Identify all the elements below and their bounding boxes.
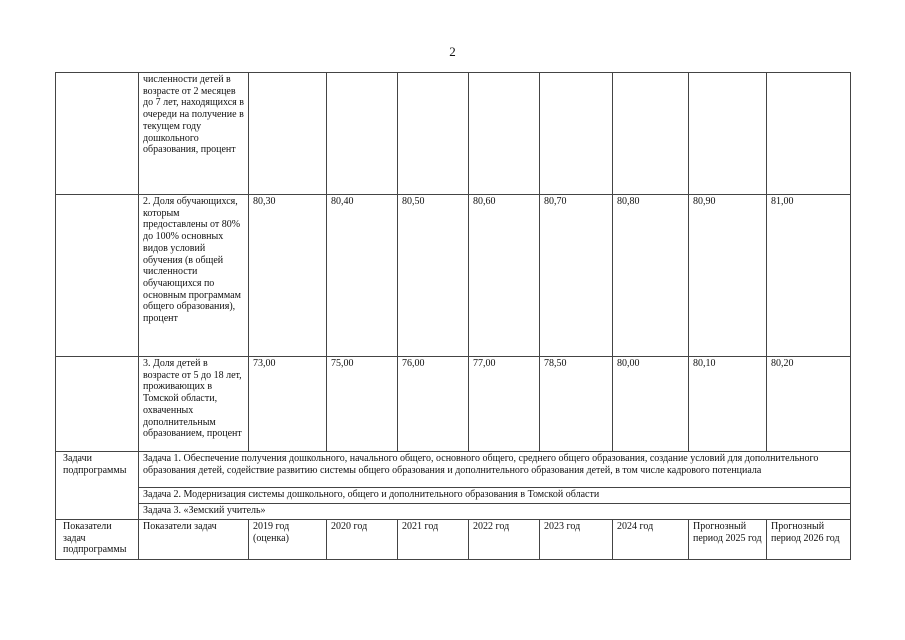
indicator-text: 3. Доля детей в возрасте от 5 до 18 лет, проживающих в Томской области, охваченных дополнительным образованием, процент xyxy=(139,357,249,452)
table-row xyxy=(56,357,851,452)
value-cell: 80,90 xyxy=(689,195,767,357)
indicator-text: 2. Доля обучающихся, которым предоставлены от 80% до 100% основных видов условий обучения (в общей численности обучающихся по основным программам общего образования), процент xyxy=(139,195,249,357)
value-cell: 80,00 xyxy=(613,357,689,452)
value-cell: 78,50 xyxy=(540,357,613,452)
table-row xyxy=(56,73,851,195)
table-cell xyxy=(56,357,139,452)
value-cell: 76,00 xyxy=(398,357,469,452)
value-cell: 81,00 xyxy=(767,195,851,357)
tasks-label: Задачи подпрограммы xyxy=(56,452,139,520)
value-cell: 77,00 xyxy=(469,357,540,452)
value-cell xyxy=(469,73,540,195)
year-header: 2019 год (оценка) xyxy=(249,520,327,560)
subprogram-table xyxy=(55,72,851,560)
value-cell: 80,60 xyxy=(469,195,540,357)
table-row xyxy=(56,504,851,520)
value-cell: 80,70 xyxy=(540,195,613,357)
task-1: Задача 1. Обеспечение получения дошкольного, начального общего, основного общего, среднего общего образования, создание условий для дополнительного образования детей, содействие развитию системы общего образования и дополнительного образования детей, в том числе кадрового потенциала xyxy=(139,452,851,488)
value-cell: 80,30 xyxy=(249,195,327,357)
page-number: 2 xyxy=(449,44,456,59)
value-cell: 80,40 xyxy=(327,195,398,357)
value-cell xyxy=(613,73,689,195)
year-header: 2024 год xyxy=(613,520,689,560)
value-cell: 80,10 xyxy=(689,357,767,452)
task-3: Задача 3. «Земский учитель» xyxy=(139,504,851,520)
table-row xyxy=(56,452,851,488)
value-cell: 80,50 xyxy=(398,195,469,357)
value-cell xyxy=(398,73,469,195)
task-indicators-header: Показатели задач xyxy=(139,520,249,560)
table-row xyxy=(56,520,851,560)
year-header: Прогнозный период 2026 год xyxy=(767,520,851,560)
value-cell: 80,20 xyxy=(767,357,851,452)
value-cell xyxy=(249,73,327,195)
indicator-text: численности детей в возрасте от 2 месяцев до 7 лет, находящихся в очереди на получение в текущем году дошкольного образования, процент xyxy=(139,73,249,195)
year-header: 2020 год xyxy=(327,520,398,560)
value-cell: 73,00 xyxy=(249,357,327,452)
value-cell: 75,00 xyxy=(327,357,398,452)
table-cell xyxy=(56,73,139,195)
value-cell xyxy=(540,73,613,195)
year-header: 2021 год xyxy=(398,520,469,560)
value-cell xyxy=(767,73,851,195)
task-2: Задача 2. Модернизация системы дошкольного, общего и дополнительного образования в Томской области xyxy=(139,488,851,504)
year-header: Прогнозный период 2025 год xyxy=(689,520,767,560)
value-cell: 80,80 xyxy=(613,195,689,357)
year-header: 2023 год xyxy=(540,520,613,560)
value-cell xyxy=(327,73,398,195)
table-row xyxy=(56,195,851,357)
year-header: 2022 год xyxy=(469,520,540,560)
table-cell xyxy=(56,195,139,357)
table-row xyxy=(56,488,851,504)
value-cell xyxy=(689,73,767,195)
task-indicators-label: Показатели задач подпрограммы xyxy=(56,520,139,560)
